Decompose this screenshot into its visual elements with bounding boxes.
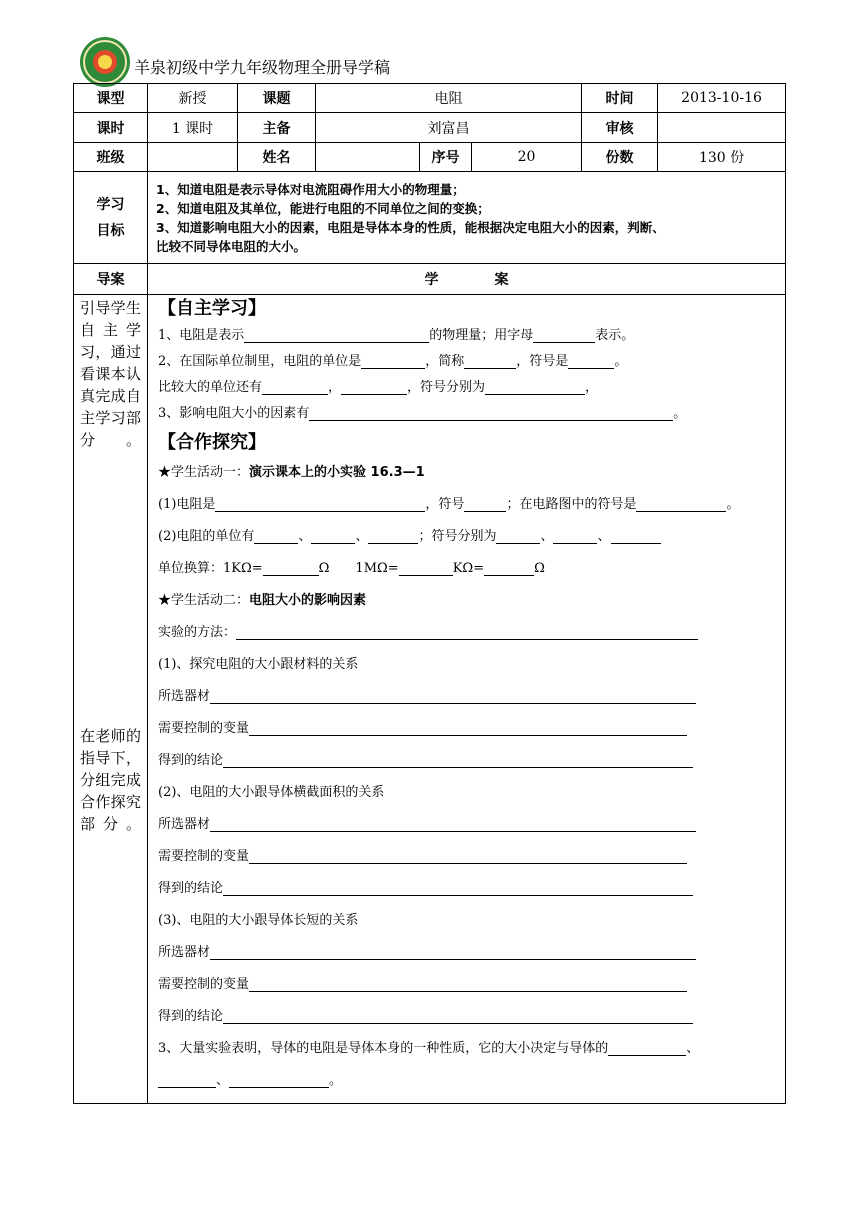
guide-note-self-study: 引导学生自主学习，通过看课本认真完成自主学习部分。 (80, 299, 141, 449)
part-3-control: 需要控制的变量 (158, 969, 785, 1001)
conclusion-q-cont: 、 。 (158, 1065, 785, 1097)
blank[interactable] (244, 324, 429, 343)
part-1-heading: (1)、探究电阻的大小跟材料的关系 (158, 657, 359, 672)
label-serial: 序号 (420, 143, 472, 172)
blank[interactable] (249, 717, 687, 736)
part-3-result: 得到的结论 (158, 1001, 785, 1033)
blank[interactable] (215, 493, 425, 512)
part-1-result: 得到的结论 (158, 745, 785, 777)
label-copies: 份数 (582, 143, 658, 172)
goal-line: 比较不同导体电阻的大小。 (156, 238, 307, 254)
info-row-2 (74, 113, 786, 143)
unit-conversion: 单位换算：1KΩ= Ω 1MΩ= KΩ= Ω (158, 553, 785, 585)
part-1-equipment: 所选器材 (158, 681, 785, 713)
self-study-q1: 1、电阻是表示 的物理量；用字母 表示。 (158, 323, 785, 349)
blank[interactable] (568, 350, 614, 369)
blank[interactable] (464, 493, 506, 512)
part-2-control: 需要控制的变量 (158, 841, 785, 873)
blank[interactable] (229, 1069, 329, 1088)
guide-header: 导案 (74, 264, 148, 295)
label-reviewer: 审核 (582, 113, 658, 143)
section-header-row (74, 264, 786, 295)
part-2-equipment: 所选器材 (158, 809, 785, 841)
blank[interactable] (236, 621, 698, 640)
blank[interactable] (210, 941, 696, 960)
value-serial: 20 (472, 143, 582, 172)
goal-line: 3、知道影响电阻大小的因素，电阻是导体本身的性质，能根据决定电阻大小的因素，判断、 (156, 219, 665, 235)
blank[interactable] (223, 877, 693, 896)
blank[interactable] (158, 1069, 216, 1088)
value-preparer: 刘富昌 (316, 113, 582, 143)
value-date: 2013-10-16 (658, 84, 786, 113)
activity-1-heading: ★学生活动一：演示课本上的小实验 16.3—1 (158, 465, 425, 480)
self-study-title: 【自主学习】 (158, 298, 266, 319)
self-study-q3: 3、影响电阻大小的因素有 。 (158, 401, 785, 427)
cooperative-title: 【合作探究】 (158, 432, 266, 453)
conclusion-q: 3、大量实验表明，导体的电阻是导体本身的一种性质，它的大小决定与导体的 、 (158, 1033, 785, 1065)
study-column (148, 295, 786, 1104)
label-name: 姓名 (238, 143, 316, 172)
activity-2-heading: ★学生活动二：电阻大小的影响因素 (158, 593, 367, 608)
value-class[interactable] (148, 143, 238, 172)
blank[interactable] (210, 813, 696, 832)
goals-row (74, 172, 786, 264)
school-logo-icon (80, 37, 130, 87)
self-study-q2-cont: 比较大的单位还有 ， ，符号分别为 ， (158, 375, 785, 401)
blank[interactable] (611, 525, 661, 544)
guide-note-cooperative: 在老师的指导下，分组完成合作探究部分。 (80, 727, 141, 833)
part-1-control: 需要控制的变量 (158, 713, 785, 745)
activity-1-q1: (1)电阻是 ，符号 ；在电路图中的符号是 。 (158, 489, 785, 521)
page-header (80, 38, 390, 86)
value-periods: 1 课时 (148, 113, 238, 143)
part-2-result: 得到的结论 (158, 873, 785, 905)
blank[interactable] (341, 376, 407, 395)
blank[interactable] (636, 493, 726, 512)
content-row (74, 295, 786, 1104)
blank[interactable] (361, 350, 425, 369)
value-copies: 130 份 (658, 143, 786, 172)
blank[interactable] (210, 685, 696, 704)
blank[interactable] (533, 324, 595, 343)
study-header: 学 案 (148, 264, 786, 295)
blank[interactable] (484, 557, 534, 576)
value-reviewer[interactable] (658, 113, 786, 143)
part-3-heading: (3)、电阻的大小跟导体长短的关系 (158, 913, 359, 928)
experiment-method: 实验的方法： (158, 617, 785, 649)
part-3-equipment: 所选器材 (158, 937, 785, 969)
goals-label: 学习 目标 (74, 172, 148, 264)
label-preparer: 主备 (238, 113, 316, 143)
value-lesson-type: 新授 (148, 84, 238, 113)
part-2-heading: (2)、电阻的大小跟导体横截面积的关系 (158, 785, 385, 800)
blank[interactable] (223, 1005, 693, 1024)
value-topic: 电阻 (316, 84, 582, 113)
goal-line: 2、知道电阻及其单位，能进行电阻的不同单位之间的变换； (156, 200, 490, 216)
blank[interactable] (496, 525, 540, 544)
label-date: 时间 (582, 84, 658, 113)
label-topic: 课题 (238, 84, 316, 113)
label-periods: 课时 (74, 113, 148, 143)
blank[interactable] (311, 525, 355, 544)
blank[interactable] (309, 402, 673, 421)
blank[interactable] (223, 749, 693, 768)
blank[interactable] (553, 525, 597, 544)
blank[interactable] (608, 1037, 686, 1056)
blank[interactable] (254, 525, 298, 544)
study-guide-table (73, 83, 786, 1104)
blank[interactable] (485, 376, 585, 395)
activity-1-q2: (2)电阻的单位有 、 、 ；符号分别为 、 、 (158, 521, 785, 553)
label-class: 班级 (74, 143, 148, 172)
self-study-q2: 2、在国际单位制里，电阻的单位是 ，简称 ，符号是 。 (158, 349, 785, 375)
goals-content (148, 172, 786, 264)
value-name[interactable] (316, 143, 420, 172)
blank[interactable] (368, 525, 418, 544)
blank[interactable] (399, 557, 453, 576)
school-title: 羊泉初级中学九年级物理全册导学稿 (134, 57, 391, 77)
guide-column (74, 295, 148, 1104)
blank[interactable] (262, 376, 328, 395)
blank[interactable] (249, 973, 687, 992)
blank[interactable] (464, 350, 516, 369)
info-row-1 (74, 84, 786, 113)
blank[interactable] (249, 845, 687, 864)
goal-line: 1、知道电阻是表示导体对电流阻碍作用大小的物理量； (156, 181, 465, 197)
info-row-3 (74, 143, 786, 172)
blank[interactable] (263, 557, 319, 576)
label-lesson-type: 课型 (74, 84, 148, 113)
